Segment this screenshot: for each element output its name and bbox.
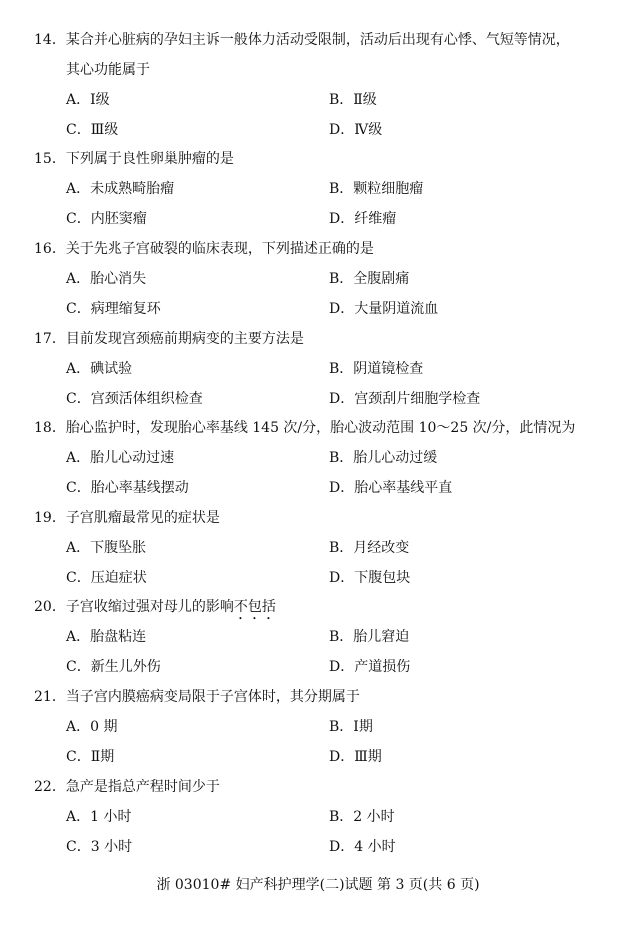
option-b: B．月经改变 bbox=[329, 540, 410, 556]
option-c: C．3 小时 bbox=[66, 839, 133, 855]
option-a: A．胎盘粘连 bbox=[66, 629, 147, 645]
option-d: D．宫颈刮片细胞学检查 bbox=[329, 391, 481, 407]
option-c: C．病理缩复环 bbox=[66, 301, 161, 317]
option-d: D．Ⅳ级 bbox=[329, 122, 383, 138]
question-stem: 21．当子宫内膜癌病变局限于子宫体时，其分期属于 bbox=[34, 689, 360, 705]
option-a: A．胎儿心动过速 bbox=[66, 450, 175, 466]
question-stem: 18．胎心监护时，发现胎心率基线 145 次/分，胎心波动范围 10～25 次/分，此情况为 bbox=[34, 420, 576, 436]
option-b: B．Ⅱ级 bbox=[329, 92, 377, 108]
option-c: C．Ⅲ级 bbox=[66, 122, 119, 138]
option-b: B．阴道镜检查 bbox=[329, 361, 424, 377]
question-stem: 15．下列属于良性卵巢肿瘤的是 bbox=[34, 151, 234, 167]
question-stem bbox=[34, 599, 624, 623]
option-b: B．Ⅰ期 bbox=[329, 719, 373, 735]
question-stem: 14．某合并心脏病的孕妇主诉一般体力活动受限制，活动后出现有心悸、气短等情况， bbox=[34, 32, 570, 48]
question-stem-continued: 其心功能属于 bbox=[66, 62, 150, 78]
emphasized-not-include: 不包括 bbox=[233, 599, 276, 615]
option-a: A．碘试验 bbox=[66, 361, 133, 377]
option-d: D．纤维瘤 bbox=[329, 211, 397, 227]
question-stem: 17．目前发现宫颈癌前期病变的主要方法是 bbox=[34, 331, 304, 347]
option-a: A．未成熟畸胎瘤 bbox=[66, 181, 175, 197]
option-a: A．胎心消失 bbox=[66, 271, 147, 287]
question-stem: 22．急产是指总产程时间少于 bbox=[34, 779, 220, 795]
option-a: A．1 小时 bbox=[66, 809, 132, 825]
option-d: D．产道损伤 bbox=[329, 659, 411, 675]
option-c: C．内胚窦瘤 bbox=[66, 211, 147, 227]
option-c: C．宫颈活体组织检查 bbox=[66, 391, 203, 407]
option-b: B．胎儿窘迫 bbox=[329, 629, 410, 645]
option-d: D．4 小时 bbox=[329, 839, 396, 855]
option-b: B．2 小时 bbox=[329, 809, 395, 825]
option-d: D．下腹包块 bbox=[329, 570, 411, 586]
question-stem-text: 20．子宫收缩过强对母儿的影响 bbox=[34, 599, 234, 615]
question-stem: 16．关于先兆子宫破裂的临床表现，下列描述正确的是 bbox=[34, 241, 374, 257]
option-b: B．全腹剧痛 bbox=[329, 271, 410, 287]
option-a: A．下腹坠胀 bbox=[66, 540, 147, 556]
option-c: C．Ⅱ期 bbox=[66, 749, 115, 765]
option-c: C．新生儿外伤 bbox=[66, 659, 161, 675]
option-a: A．Ⅰ级 bbox=[66, 92, 110, 108]
option-d: D．大量阴道流血 bbox=[329, 301, 439, 317]
page-footer: 浙 03010# 妇产科护理学(二)试题 第 3 页(共 6 页) bbox=[156, 877, 480, 893]
option-b: B．胎儿心动过缓 bbox=[329, 450, 438, 466]
option-d: D．胎心率基线平直 bbox=[329, 480, 453, 496]
option-b: B．颗粒细胞瘤 bbox=[329, 181, 424, 197]
question-stem: 19．子宫肌瘤最常见的症状是 bbox=[34, 510, 220, 526]
option-a: A．0 期 bbox=[66, 719, 118, 735]
option-c: C．胎心率基线摆动 bbox=[66, 480, 189, 496]
option-c: C．压迫症状 bbox=[66, 570, 147, 586]
option-d: D．Ⅲ期 bbox=[329, 749, 382, 765]
